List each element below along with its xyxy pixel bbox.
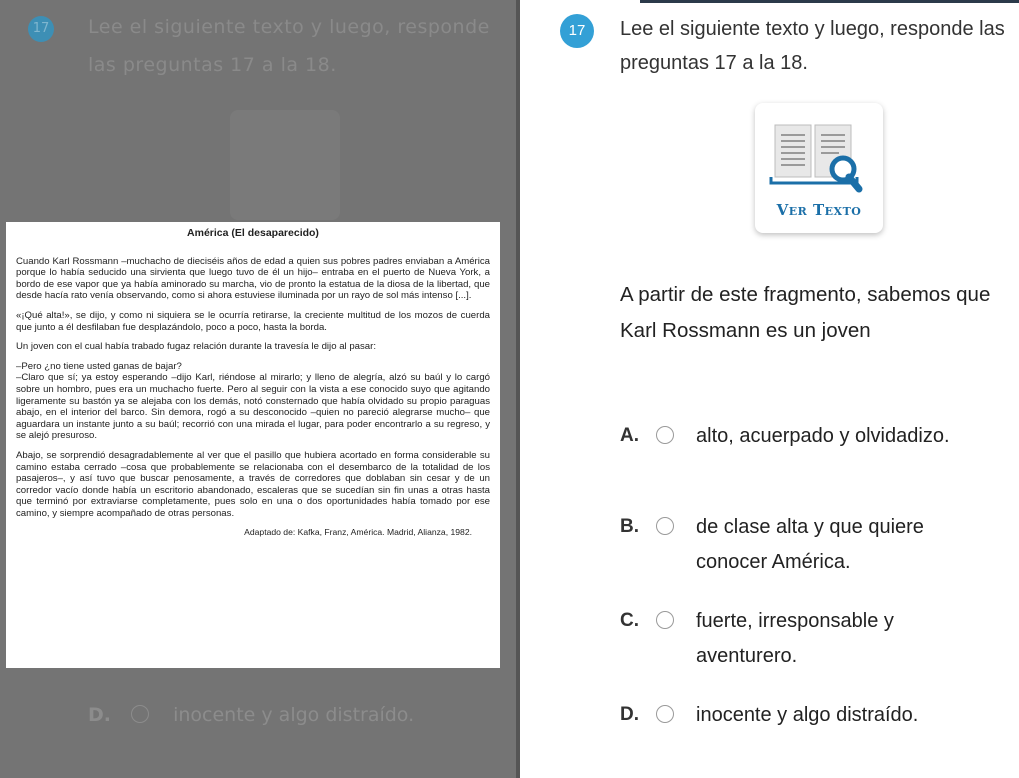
- option-text: de clase alta y que quiere conocer América.: [696, 516, 924, 573]
- option-d[interactable]: [620, 698, 1010, 734]
- option-c[interactable]: [620, 604, 1010, 674]
- reading-credit: Adaptado de: Kafka, Franz, América. Madrid, Alianza, 1982.: [244, 527, 472, 538]
- question-instruction: Lee el siguiente texto y luego, responde las preguntas 17 a la 18.: [620, 18, 1005, 74]
- radio-icon[interactable]: [656, 705, 674, 723]
- question-number-badge: 17: [560, 14, 594, 48]
- ghost-book-card: [230, 110, 340, 220]
- reading-text-panel: [6, 222, 500, 668]
- option-b[interactable]: [620, 510, 1010, 580]
- radio-icon[interactable]: [656, 426, 674, 444]
- question-panel: [520, 0, 1019, 778]
- reading-title: América (El desaparecido): [187, 227, 319, 239]
- ghost-option-d: D. inocente y algo distraído.: [88, 704, 415, 726]
- option-letter: D.: [620, 704, 639, 725]
- reading-paragraph: –Pero ¿no tiene usted ganas de bajar? –Claro que sí; ya estoy esperando –dijo Karl, riéndose al mirarlo; y lleno de alegría, alzó su baúl y lo cargó sobre un hombro, pues era un muchacho fuerte. Pero al seguir con la vista a ese conocido suyo que agitando ligeramente su bastón ya se alejaba con los demás, notó consternado que había olvidado su propio paraguas abajo, en el interior del barco. Sin demora, rogó a su desconocido –quien no pareció alegrarse mucho– que aguardara un instante junto a su baúl; recorrió con una mirada el lugar, para poder encontrarlo a su regreso, y se alejó presuroso.: [16, 360, 490, 442]
- view-text-label: Ver Texto: [776, 201, 862, 219]
- option-a[interactable]: [620, 419, 1010, 489]
- book-search-icon: [769, 117, 869, 197]
- radio-icon[interactable]: [656, 611, 674, 629]
- option-letter: B.: [620, 516, 639, 537]
- reading-paragraph: Un joven con el cual había trabado fugaz relación durante la travesía le dijo al pasar:: [16, 341, 376, 353]
- option-text: inocente y algo distraído.: [696, 704, 919, 726]
- reading-paragraph: Abajo, se sorprendió desagradablemente al ver que el pasillo que hubiera acortado en forma considerable su camino estaba cerrado –cosa que probablemente se relacionaba con el desembarco de la totalidad de los pasajeros–, y así tuvo que buscar penosamente, a través de corredores que doblaban sin cesar y de un corredor vacío donde había un escritorio abandonado, escaleras que se sucedían sin fin unas a otras hasta que terminó por extraviarse completamente, pues solo en una o dos oportunidades había tomado por ese camino, y siempre acompañado de otras personas.: [16, 449, 490, 519]
- radio-icon[interactable]: [656, 517, 674, 535]
- option-text: fuerte, irresponsable y aventurero.: [696, 610, 894, 667]
- question-stem: A partir de este fragmento, sabemos que Karl Rossmann es un joven: [620, 283, 991, 342]
- option-text: alto, acuerpado y olvidadizo.: [696, 425, 950, 447]
- option-letter: C.: [620, 610, 639, 631]
- ghost-question-badge: 17: [28, 16, 54, 42]
- top-progress-line: [640, 0, 1019, 3]
- reading-paragraph: «¡Qué alta!», se dijo, y como ni siquiera se le ocurría retirarse, la creciente multitud de los mozos de cuerda que junto a él desfilaban fue desplazándolo, poco a poco, hasta la borda.: [16, 309, 490, 333]
- view-text-button[interactable]: [755, 103, 883, 233]
- ghost-instruction: Lee el siguiente texto y luego, responde las preguntas 17 a la 18.: [88, 16, 490, 76]
- option-letter: A.: [620, 425, 639, 446]
- reading-paragraph: Cuando Karl Rossmann –muchacho de dieciséis años de edad a quien sus pobres padres enviaban a América porque lo había seducido una sirvienta que luego tuvo de él un hijo– entraba en el puerto de Nueva York, a bordo de ese vapor que ya había aminorado su marcha, vio de pronto la estatua de la diosa de la libertad, que desde hacía rato venía observando, como si ahora estuviese iluminada por un rayo de sol más intenso [...].: [16, 255, 490, 302]
